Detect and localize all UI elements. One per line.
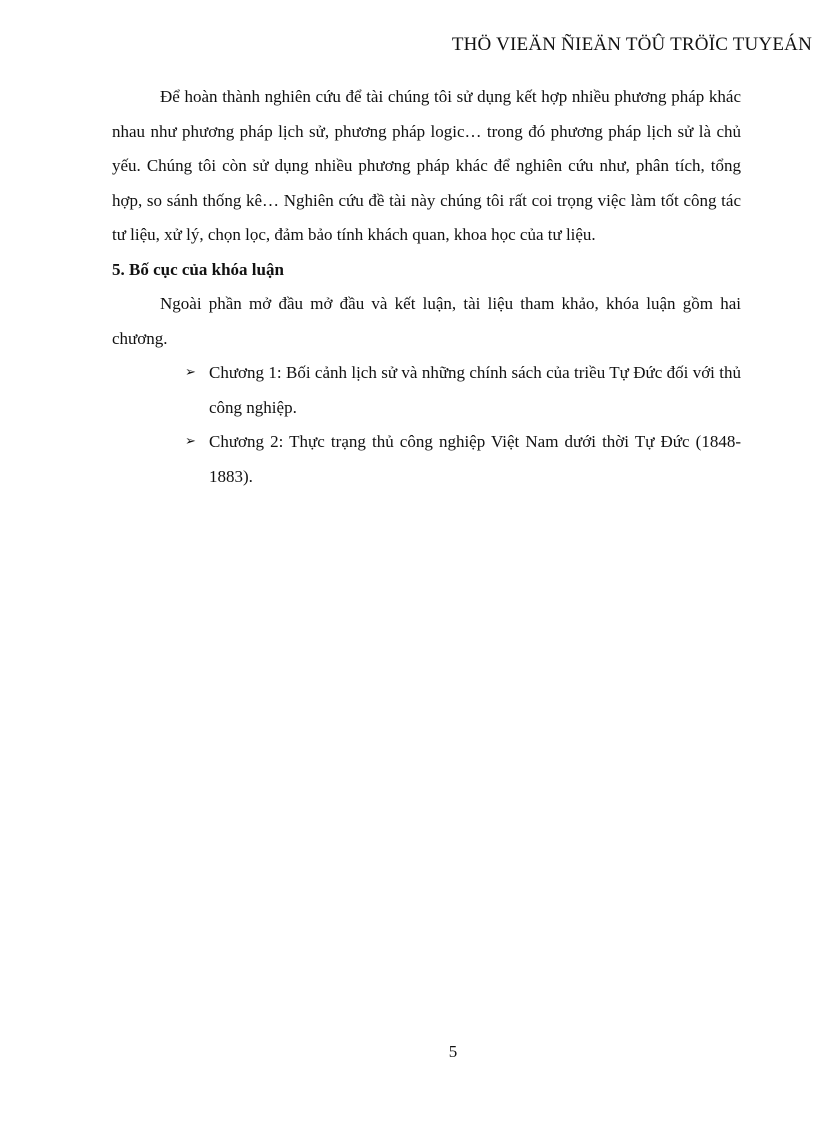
section-heading: 5. Bố cục của khóa luận [112,259,284,279]
page-content [112,80,741,494]
arrow-bullet-icon: ➢ [185,365,196,380]
chapter-1-text: Chương 1: Bối cảnh lịch sử và những chính sách của triều Tự Đức đối với thủ công nghiệp. [209,363,741,417]
page-number: 5 [448,1042,458,1061]
structure-paragraph: Ngoài phần mở đầu mở đầu và kết luận, tài liệu tham khảo, khóa luận gồm hai chương. [112,294,741,348]
chapter-list [112,356,741,494]
arrow-bullet-icon: ➢ [185,434,196,449]
list-item [185,356,741,425]
running-header: THÖ VIEÄN ÑIEÄN TÖÛ TRÖÏC TUYEÁN [451,34,812,55]
list-item [185,425,741,494]
chapter-2-text: Chương 2: Thực trạng thủ công nghiệp Việt Nam dưới thời Tự Đức (1848-1883). [209,432,741,486]
methodology-paragraph: Để hoàn thành nghiên cứu để tài chúng tôi sử dụng kết hợp nhiều phương pháp khác nhau như phương pháp lịch sử, phương pháp logic… trong đó phương pháp lịch sử là chủ yếu. Chúng tôi còn sử dụng nhiều phương pháp khác để nghiên cứu như, phân tích, tổng hợp, so sánh thống kê… Nghiên cứu đề tài này chúng tôi rất coi trọng việc làm tốt công tác tư liệu, xử lý, chọn lọc, đảm bảo tính khách quan, khoa học của tư liệu. [112,87,741,244]
